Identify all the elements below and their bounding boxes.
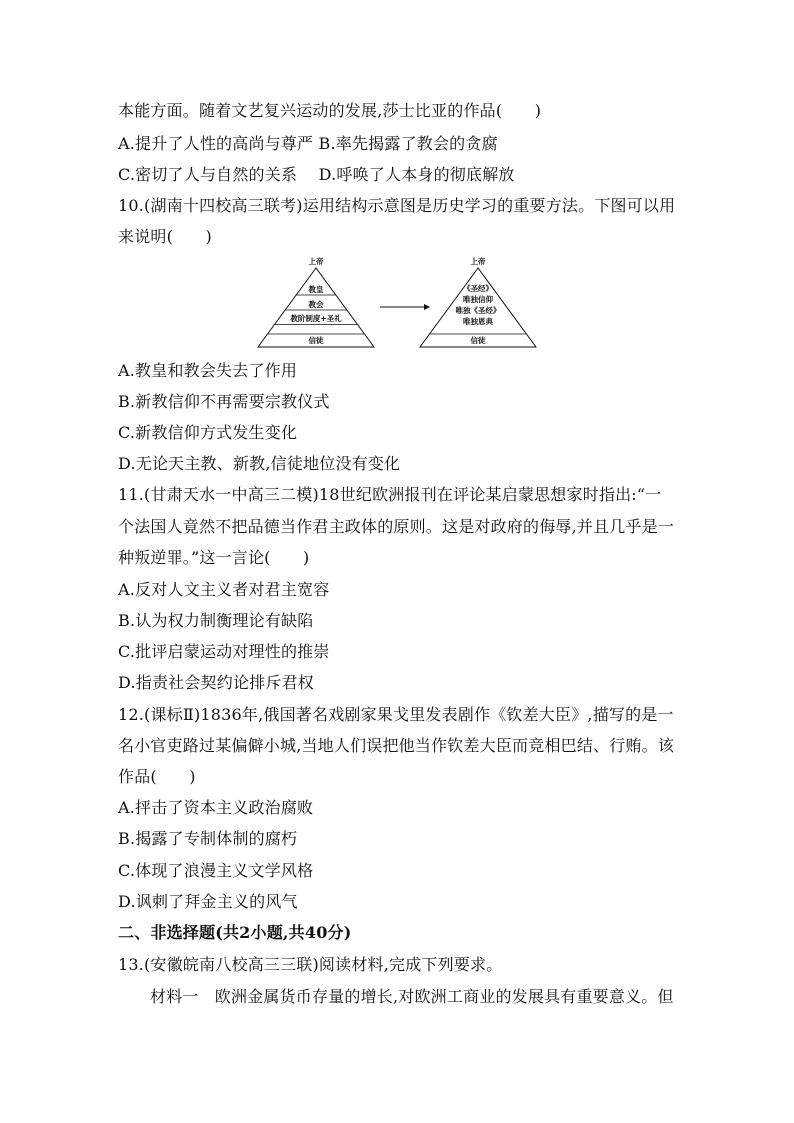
option-line: C.密切了人与自然的关系 D.呼唤了人本身的彻底解放 xyxy=(118,165,515,184)
left-level-label: 教会 xyxy=(308,300,324,309)
option-line: C.体现了浪漫主义文学风格 xyxy=(118,861,314,880)
question-10-line-1: 10.(湖南十四校高三联考)运用结构示意图是历史学习的重要方法。下图可以用 xyxy=(118,196,676,215)
left-pyramid xyxy=(258,256,374,347)
option-line: A.教皇和教会失去了作用 xyxy=(118,361,298,380)
question-12-line-1: 12.(课标Ⅱ)1836年,俄国著名戏剧家果戈里发表剧作《钦差大臣》,描写的是一 xyxy=(118,705,674,724)
question-11-line-2: 个法国人竟然不把品德当作君主政体的原则。这是对政府的侮辱,并且几乎是一 xyxy=(118,517,675,536)
option-line: C.批评启蒙运动对理性的推崇 xyxy=(118,642,330,661)
left-top-label: 上帝 xyxy=(308,257,324,266)
arrow-icon xyxy=(380,304,430,310)
left-level-label: 信徒 xyxy=(308,336,324,345)
option-line: B.揭露了专制体制的腐朽 xyxy=(118,829,298,848)
option-line: B.新教信仰不再需要宗教仪式 xyxy=(118,392,330,411)
option-line: D.讽刺了拜金主义的风气 xyxy=(118,892,298,911)
question-10-line-2: 来说明( ) xyxy=(118,227,212,246)
option-line: A.提升了人性的高尚与尊严 B.率先揭露了教会的贪腐 xyxy=(118,134,498,153)
material-one-line: 材料一 欧洲金属货币存量的增长,对欧洲工商业的发展具有重要意义。但 xyxy=(150,987,674,1006)
question-11-line-3: 种叛逆罪。”这一言论( ) xyxy=(118,548,310,567)
section-heading: 二、非选择题(共2小题,共40分) xyxy=(118,923,352,942)
option-line: D.无论天主教、新教,信徒地位没有变化 xyxy=(118,454,401,473)
structure-diagram xyxy=(256,252,546,354)
left-level-label: 教阶制度+圣礼 xyxy=(290,314,342,323)
option-line: B.认为权力制衡理论有缺陷 xyxy=(118,611,314,630)
right-level-label: 唯独信仰 xyxy=(463,295,493,304)
question-12-line-2: 名小官吏路过某偏僻小城,当地人们误把他当作钦差大臣而竞相巴结、行贿。该 xyxy=(118,736,675,755)
question-11-line-1: 11.(甘肃天水一中高三二模)18世纪欧洲报刊在评论某启蒙思想家时指出:“一 xyxy=(118,485,662,504)
right-level-label: 唯独《圣经》 xyxy=(455,306,501,315)
left-level-label: 教皇 xyxy=(308,285,324,294)
option-line: C.新教信仰方式发生变化 xyxy=(118,423,298,442)
right-level-label: 唯独恩典 xyxy=(463,317,493,326)
text-line: 本能方面。随着文艺复兴运动的发展,莎士比亚的作品( ) xyxy=(118,101,542,120)
right-level-label: 《圣经》 xyxy=(463,284,493,293)
option-line: A.抨击了资本主义政治腐败 xyxy=(118,798,314,817)
right-top-label: 上帝 xyxy=(470,257,486,266)
question-13-line-1: 13.(安徽皖南八校高三三联)阅读材料,完成下列要求。 xyxy=(118,955,503,974)
option-line: A.反对人文主义者对君主宽容 xyxy=(118,580,330,599)
question-12-line-3: 作品( ) xyxy=(118,767,196,786)
option-line: D.指责社会契约论排斥君权 xyxy=(118,673,314,692)
right-level-label: 信徒 xyxy=(470,336,486,345)
right-pyramid xyxy=(420,256,536,347)
